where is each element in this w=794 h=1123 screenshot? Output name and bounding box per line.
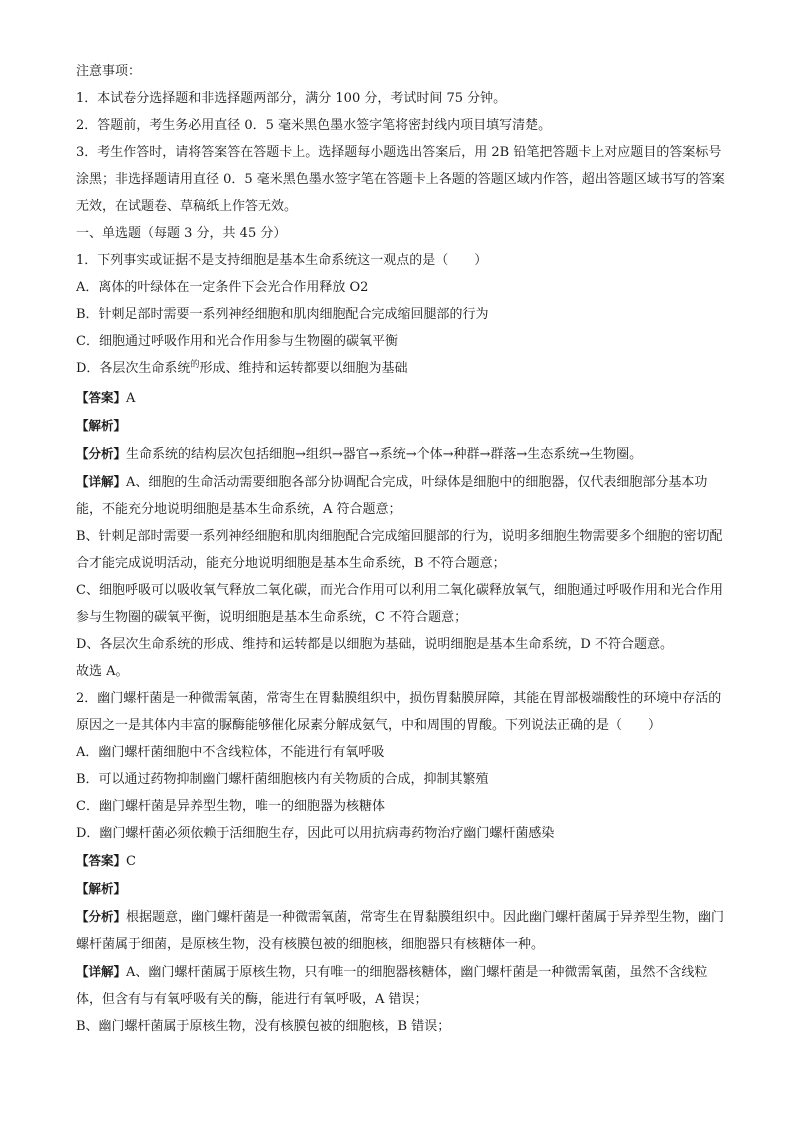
answer-value: A: [126, 391, 136, 406]
xiangjie-tag: 【详解】: [76, 474, 127, 489]
question-1-option-d: [76, 355, 726, 384]
analysis-tag: 【解析】: [76, 881, 127, 896]
xiangjie-text: A、细胞的生命活动需要细胞各部分协调配合完成，叶绿体是细胞中的细胞器，仅代表细胞部分基本功能，不能充分地说明细胞是基本生命系统，A 符合题意；: [76, 475, 708, 517]
question-1-analysis-tag: [76, 412, 726, 440]
question-2-fenxi: [76, 903, 726, 958]
question-2-answer: [76, 847, 726, 875]
question-1-conclusion: 故选 A。: [76, 664, 129, 679]
question-2-option-c: C．幽门螺杆菌是异养型生物，唯一的细胞器为核糖体: [76, 799, 385, 814]
xiangjie-text: A、幽门螺杆菌属于原核生物，只有唯一的细胞器核糖体，幽门螺杆菌是一种微需氧菌，虽然不含线粒体，但含有与有氧呼吸有关的酶，能进行有氧呼吸，A 错误；: [76, 965, 708, 1007]
answer-tag: 【答案】: [76, 390, 127, 405]
note-item: 3．考生作答时，请将答案答在答题卡上。选择题每小题选出答案后，用 2B 铅笔把答题卡上对应题目的答案标号涂黑；非选择题请用直径 0．5 毫米黑色墨水签字笔在答题卡上各题的答题区域内作答，超出答题区域书写的答案无效，在试题卷、草稿纸上作答无效。: [76, 145, 725, 214]
question-1-option-b: B．针刺足部时需要一系列神经细胞和肌肉细胞配合完成缩回腿部的行为: [76, 307, 489, 322]
question-2-stem: 2．幽门螺杆菌是一种微需氧菌，常寄生在胃黏膜组织中，损伤胃黏膜屏障，其能在胃部极端酸性的环境中存活的原因之一是其体内丰富的脲酶能够催化尿素分解成氨气，中和周围的胃酸。下列说法正确的是（ ）: [76, 691, 722, 733]
question-1-stem: 1．下列事实或证据不是支持细胞是基本生命系统这一观点的是（ ）: [76, 253, 488, 268]
question-1-option-c: C．细胞通过呼吸作用和光合作用参与生物圈的碳氧平衡: [76, 334, 398, 349]
question-1-xiangjie-b: B、针刺足部时需要一系列神经细胞和肌肉细胞配合完成缩回腿部的行为，说明多细胞生物需要多个细胞的密切配合才能完成说明活动，能充分地说明细胞是基本生命系统，B 不符合题意；: [76, 529, 723, 571]
question-1-option-a: A．离体的叶绿体在一定条件下会光合作用释放 O2: [76, 280, 369, 295]
question-2-option-b: B．可以通过药物抑制幽门螺杆菌细胞核内有关物质的合成，抑制其繁殖: [76, 772, 489, 787]
section-title: 一、单选题（每题 3 分，共 45 分）: [76, 226, 287, 241]
question-2-xiangjie-a: [76, 958, 726, 1013]
question-1-xiangjie-c: C、细胞呼吸可以吸收氧气释放二氧化碳，而光合作用可以利用二氧化碳释放氧气，细胞通过呼吸作用和光合作用参与生物圈的碳氧平衡，说明细胞是基本生命系统，C 不符合题意；: [76, 583, 723, 625]
question-2-xiangjie-b: B、幽门螺杆菌属于原核生物，没有核膜包被的细胞核，B 错误；: [76, 1019, 451, 1034]
note-item: 1．本试卷分选择题和非选择题两部分，满分 100 分，考试时间 75 分钟。: [76, 91, 507, 106]
xiangjie-tag: 【详解】: [76, 964, 127, 979]
fenxi-text: 生命系统的结构层次包括细胞→组织→器官→系统→个体→种群→群落→生态系统→生物圈。: [126, 447, 643, 462]
question-1-xiangjie-d: D、各层次生命系统的形成、维持和运转都是以细胞为基础，说明细胞是基本生命系统，D 不符合题意。: [76, 637, 673, 652]
document-page: [76, 58, 726, 1040]
question-1-fenxi: [76, 440, 726, 468]
answer-tag: 【答案】: [76, 853, 127, 868]
fenxi-tag: 【分析】: [76, 909, 127, 924]
note-item: 2．答题前，考生务必用直径 0．5 毫米黑色墨水签字笔将密封线内项目填写清楚。: [76, 118, 552, 133]
question-2-analysis-tag: [76, 875, 726, 903]
notes-title: 注意事项：: [76, 64, 142, 79]
option-d-superscript: 的: [190, 360, 200, 370]
question-2-option-d: D．幽门螺杆菌必须依赖于活细胞生存，因此可以用抗病毒药物治疗幽门螺杆菌感染: [76, 826, 555, 841]
question-1-xiangjie-a: [76, 468, 726, 523]
question-2-option-a: A．幽门螺杆菌细胞中不含线粒体，不能进行有氧呼吸: [76, 745, 385, 760]
fenxi-text: 根据题意，幽门螺杆菌是一种微需氧菌，常寄生在胃黏膜组织中。因此幽门螺杆菌属于异养型生物，幽门螺杆菌属于细菌，是原核生物，没有核膜包被的细胞核，细胞器只有核糖体一种。: [76, 910, 725, 952]
analysis-tag: 【解析】: [76, 418, 127, 433]
option-d-text-rest: 形成、维持和运转都要以细胞为基础: [199, 361, 408, 376]
answer-value: C: [126, 854, 136, 869]
option-d-text: D．各层次生命系统: [76, 361, 191, 376]
fenxi-tag: 【分析】: [76, 446, 127, 461]
question-1-answer: [76, 384, 726, 412]
